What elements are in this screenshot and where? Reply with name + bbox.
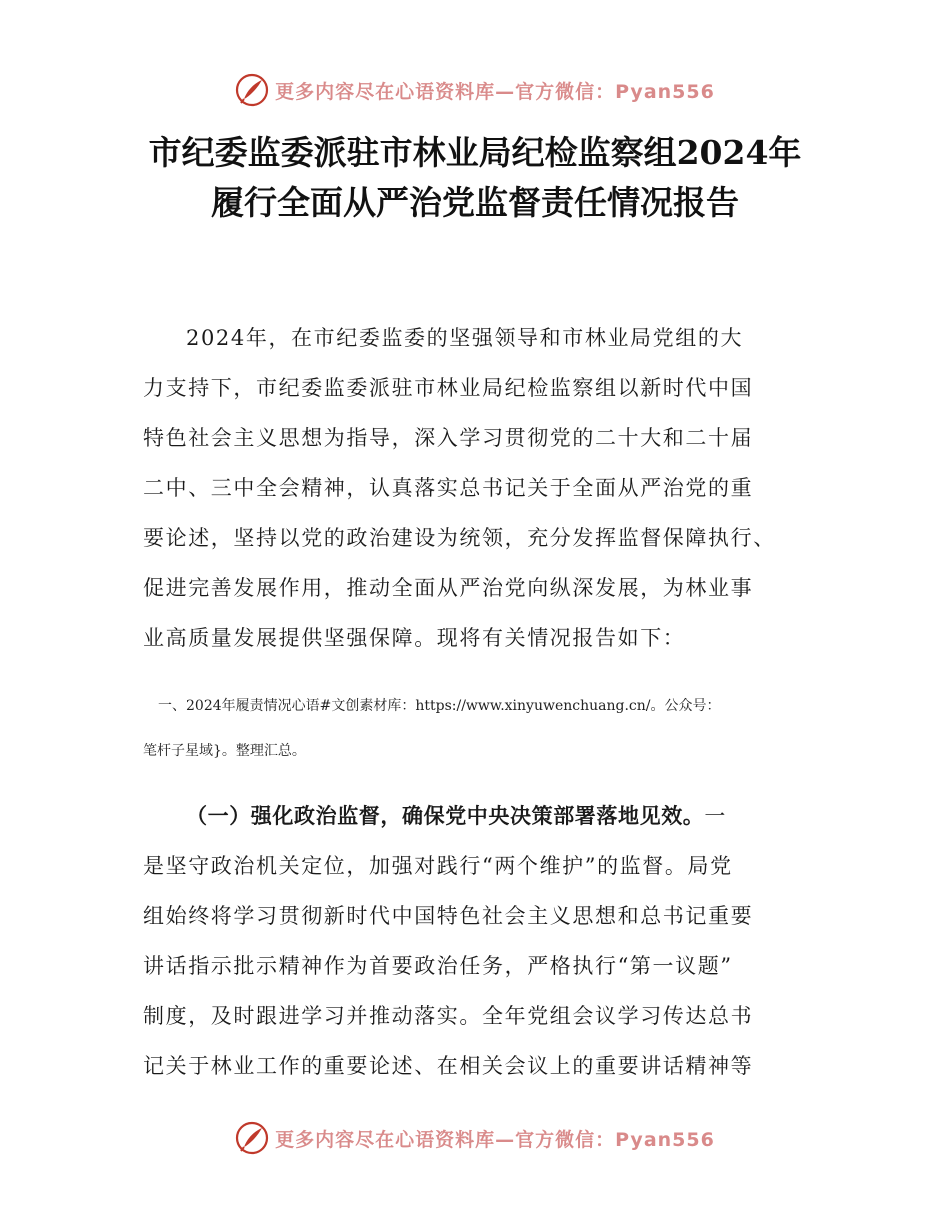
subsection-line-3: 讲话指示批示精神作为首要政治任务，严格执行“第一议题” <box>143 954 733 978</box>
intro-line-5: 要论述，坚持以党的政治建设为统领，充分发挥监督保障执行、 <box>143 526 776 550</box>
section-one-line-1: 一、2024年履责情况心语#文创素材库：https://www.xinyuwenchuang.cn/。公众号： <box>158 698 721 714</box>
intro-line-3: 特色社会主义思想为指导，深入学习贯彻党的二十大和二十届 <box>143 426 754 450</box>
quill-pen-icon <box>235 73 269 107</box>
title-line-2: 履行全面从严治党监督责任情况报告 <box>211 183 739 222</box>
subsection-heading: （一）强化政治监督，确保党中央决策部署落地见效。 <box>186 804 705 828</box>
subsection-line-1: 是坚守政治机关定位，加强对践行“两个维护”的监督。局党 <box>143 854 733 878</box>
section-one-line-2: 笔杆子星域}。整理汇总。 <box>143 743 306 759</box>
intro-line-6: 促进完善发展作用，推动全面从严治党向纵深发展，为林业事 <box>143 576 754 600</box>
subsection-heading-tail: 一 <box>704 804 728 828</box>
watermark-text: 更多内容尽在心语资料库—官方微信：Pyan556 <box>275 80 715 103</box>
footer-watermark-banner <box>0 1118 950 1158</box>
document-title <box>60 128 890 228</box>
intro-line-4: 二中、三中全会精神，认真落实总书记关于全面从严治党的重 <box>143 476 754 500</box>
intro-line-7: 业高质量发展提供坚强保障。现将有关情况报告如下： <box>143 626 686 650</box>
quill-pen-icon <box>235 1121 269 1155</box>
subsection-heading-line <box>186 800 727 830</box>
header-watermark-banner <box>0 70 950 110</box>
title-line-1: 市纪委监委派驻市林业局纪检监察组2024年 <box>148 133 802 172</box>
watermark-text: 更多内容尽在心语资料库—官方微信：Pyan556 <box>275 1128 715 1151</box>
intro-line-2: 力支持下，市纪委监委派驻市林业局纪检监察组以新时代中国 <box>143 376 754 400</box>
subsection-line-5: 记关于林业工作的重要论述、在相关会议上的重要讲话精神等 <box>143 1054 754 1078</box>
subsection-line-4: 制度，及时跟进学习并推动落实。全年党组会议学习传达总书 <box>143 1004 754 1028</box>
subsection-line-2: 组始终将学习贯彻新时代中国特色社会主义思想和总书记重要 <box>143 904 754 928</box>
intro-line-1: 2024年，在市纪委监委的坚强领导和市林业局党组的大 <box>186 326 744 350</box>
